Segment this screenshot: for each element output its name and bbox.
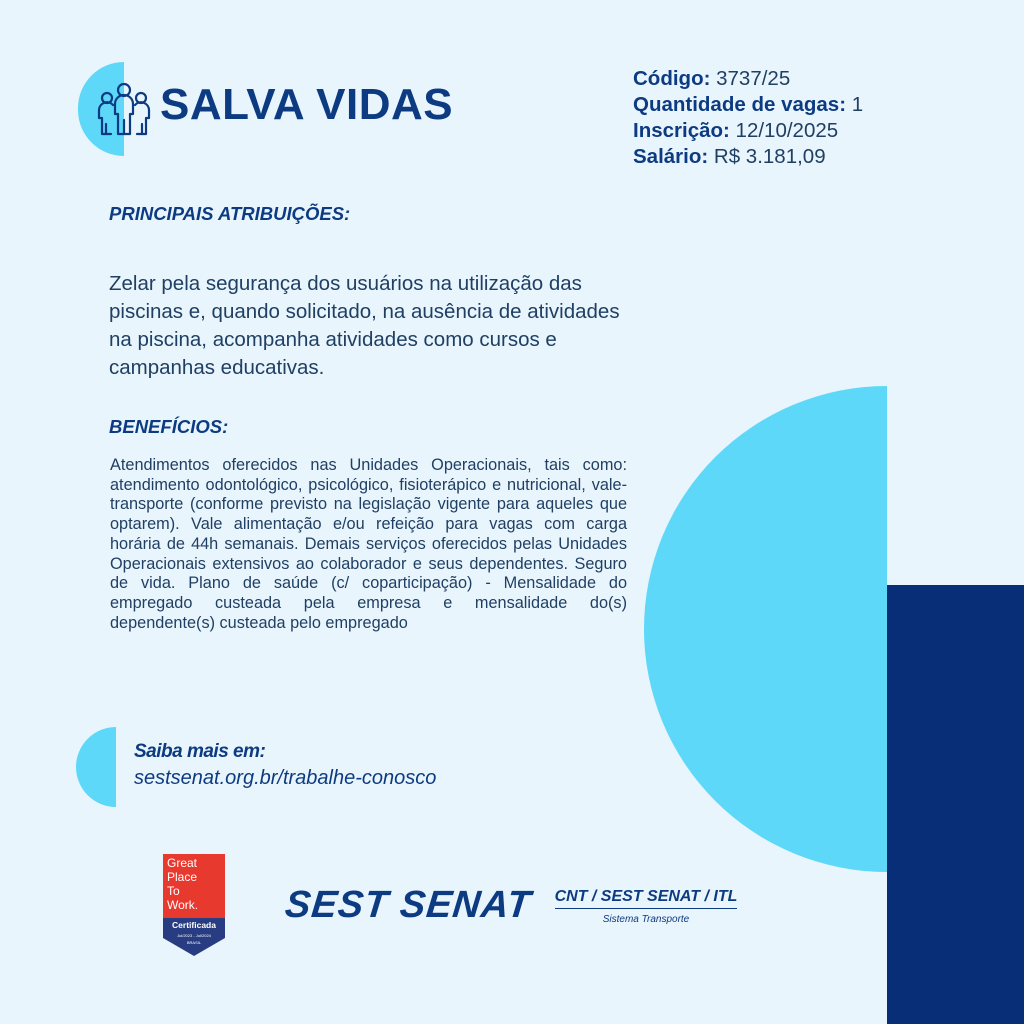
beneficios-text: Atendimentos oferecidos nas Unidades Operacionais, tais como: atendimento odontológico, psicológico, fisioterápico e nutricional, vale-transporte (conforme previsto na legislação vigente para aqueles que optarem). Vale alimentação e/ou refeição para vagas com carga horária de 44h semanais. Demais serviços oferecidos pelas Unidades Operacionais extensivos ao colaborador e seus dependentes. Seguro de vida. Plano de saúde (c/ coparticipação) - Mensalidade do empregado custeada pela empresa e mensalidade do(s) dependente(s) custeada pelo empregado	[110, 456, 627, 632]
gptw-period: Jul/2023 - Jul/2024	[177, 933, 211, 938]
info-inscricao	[633, 118, 863, 144]
atribuicoes-text: Zelar pela segurança dos usuários na utilização das piscinas e, quando solicitado, na ausência de atividades na piscina, acompanha atividades como cursos e campanhas educativas.	[109, 272, 620, 379]
cnt-logo-rule	[555, 908, 737, 909]
salario-value: R$ 3.181,09	[708, 145, 826, 168]
page-title: SALVA VIDAS	[160, 80, 454, 129]
gptw-line-3: To	[167, 884, 180, 898]
vagas-value: 1	[846, 93, 864, 116]
gptw-line-4: Work.	[167, 898, 199, 912]
decor-half-circle-right	[644, 386, 887, 872]
info-salario	[633, 144, 863, 170]
inscricao-label: Inscrição:	[633, 119, 730, 142]
cnt-logo-subtitle: Sistema Transporte	[599, 914, 694, 925]
info-vagas	[633, 92, 863, 118]
gptw-line-2: Place	[167, 870, 198, 884]
saiba-mais-link[interactable]: sestsenat.org.br/trabalhe-conosco	[134, 767, 437, 789]
cnt-logo-text: CNT / SEST SENAT / ITL	[554, 888, 738, 905]
cnt-logo	[545, 888, 747, 927]
codigo-label: Código:	[633, 67, 711, 90]
job-info	[633, 66, 863, 170]
people-group-icon	[94, 80, 154, 140]
atribuicoes-heading: PRINCIPAIS ATRIBUIÇÕES:	[109, 203, 351, 224]
gptw-country: BRASIL	[186, 940, 202, 945]
great-place-to-work-badge	[163, 854, 225, 956]
gptw-line-1: Great	[167, 856, 198, 870]
sest-senat-logo: SEST SENAT	[283, 884, 534, 926]
gptw-cert: Certificada	[172, 920, 216, 930]
saiba-mais-label: Saiba mais em:	[134, 741, 266, 762]
vagas-label: Quantidade de vagas:	[633, 93, 847, 116]
codigo-value: 3737/25	[710, 67, 791, 90]
beneficios-heading: BENEFÍCIOS:	[109, 416, 229, 437]
info-codigo	[633, 66, 863, 92]
decor-navy-block	[887, 585, 1024, 1024]
inscricao-value: 12/10/2025	[729, 119, 839, 142]
salario-label: Salário:	[633, 145, 709, 168]
decor-half-circle-mid	[76, 727, 116, 807]
